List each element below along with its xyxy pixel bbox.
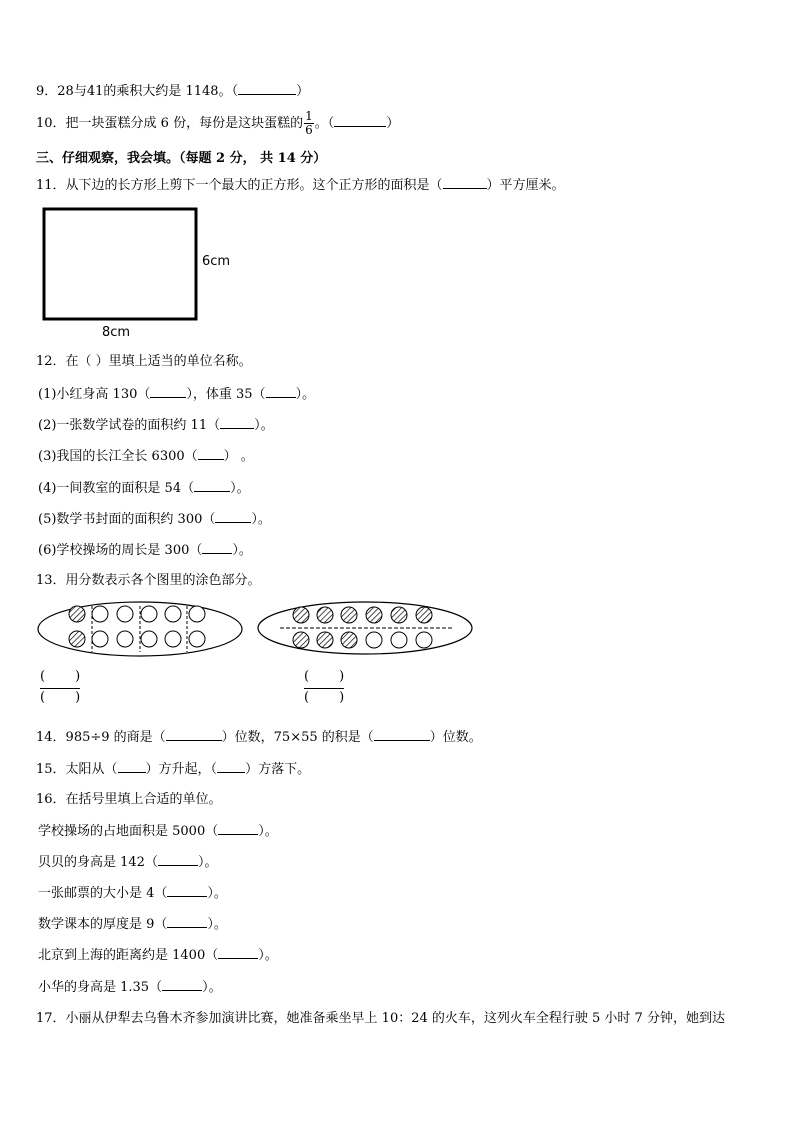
rectangle-figure [40, 206, 200, 324]
answer-blank[interactable] [198, 447, 224, 460]
q16-item-6: 小华的身高是 1.35（ ）。 [38, 980, 222, 995]
oval-figure-left [36, 600, 246, 660]
q10-post: 。（ [314, 116, 335, 131]
question-10: 10．把一块蛋糕分成 6 份，每份是这块蛋糕的 $\frac{1}{6}$ 。（ ） [36, 109, 400, 137]
question-16-title: 16．在括号里填上合适的单位。 [36, 792, 222, 807]
answer-blank[interactable] [238, 82, 296, 95]
question-13-title: 13．用分数表示各个图里的涂色部分。 [36, 573, 261, 588]
q12-item-1: (1)小红身高 130（ ），体重 35（ ）。 [38, 387, 316, 402]
answer-blank[interactable] [218, 822, 258, 835]
q16-item-1: 学校操场的占地面积是 5000（ ）。 [38, 824, 278, 839]
answer-blank[interactable] [334, 114, 386, 127]
answer-blank[interactable] [166, 728, 222, 741]
answer-blank[interactable] [202, 541, 232, 554]
q12-item-4: (4)一间教室的面积是 54（ ）。 [38, 481, 250, 496]
q12-item-3: (3)我国的长江全长 6300（ ） 。 [38, 449, 254, 464]
q16-item-3: 一张邮票的大小是 4（ ）。 [38, 886, 227, 901]
width-label: 8cm [102, 325, 131, 340]
answer-blank[interactable] [194, 479, 230, 492]
q12-item-6: (6)学校操场的周长是 300（ ）。 [38, 543, 252, 558]
answer-blank[interactable] [215, 510, 251, 523]
answer-blank[interactable] [167, 915, 207, 928]
fraction-answer-right[interactable]: ( ) ( ) [304, 669, 345, 705]
answer-blank[interactable] [220, 416, 254, 429]
answer-blank[interactable] [118, 760, 146, 773]
q12-item-5: (5)数学书封面的面积约 300（ ）。 [38, 512, 271, 527]
answer-blank[interactable] [158, 853, 198, 866]
height-label: 6cm [202, 254, 231, 269]
answer-blank[interactable] [443, 176, 487, 189]
answer-blank[interactable] [150, 385, 186, 398]
question-9 [36, 82, 309, 101]
fraction-answer-left[interactable]: ( ) ( ) [40, 669, 81, 705]
question-11: 11．从下边的长方形上剪下一个最大的正方形。这个正方形的面积是（ ）平方厘米。 [36, 178, 565, 193]
section-heading: 三、仔细观察，我会填。（每题 2 分， 共 14 分） [36, 151, 327, 166]
fraction-one-sixth: $\frac{1}{6}$ [305, 109, 313, 137]
question-12-title: 12．在（ ）里填上适当的单位名称。 [36, 354, 252, 369]
q9-text: 9．28与41的乘积大约是 1148。（ [36, 84, 239, 99]
question-17: 17．小丽从伊犁去乌鲁木齐参加演讲比赛，她准备乘坐早上 10：24 的火车，这列火车全程行驶 5 小时 7 分钟，她到达 [36, 1011, 725, 1026]
answer-blank[interactable] [374, 728, 430, 741]
answer-blank[interactable] [218, 946, 258, 959]
q9-close: ） [296, 84, 310, 99]
q16-item-2: 贝贝的身高是 142（ ）。 [38, 855, 218, 870]
question-14: 14．985÷9 的商是（ ）位数，75×55 的积是（ ）位数。 [36, 730, 482, 745]
q10-text: 10．把一块蛋糕分成 6 份，每份是这块蛋糕的 [36, 116, 304, 131]
q12-item-2: (2)一张数学试卷的面积约 11（ ）。 [38, 418, 274, 433]
answer-blank[interactable] [167, 884, 207, 897]
q16-item-5: 北京到上海的距离约是 1400（ ）。 [38, 948, 278, 963]
answer-blank[interactable] [266, 385, 296, 398]
q11-text: 11．从下边的长方形上剪下一个最大的正方形。这个正方形的面积是（ [36, 178, 443, 193]
question-15: 15．太阳从（ ）方升起，（ ）方落下。 [36, 762, 311, 777]
answer-blank[interactable] [162, 978, 202, 991]
oval-figure-right [256, 600, 476, 660]
answer-blank[interactable] [217, 760, 245, 773]
q16-item-4: 数学课本的厚度是 9（ ）。 [38, 917, 227, 932]
